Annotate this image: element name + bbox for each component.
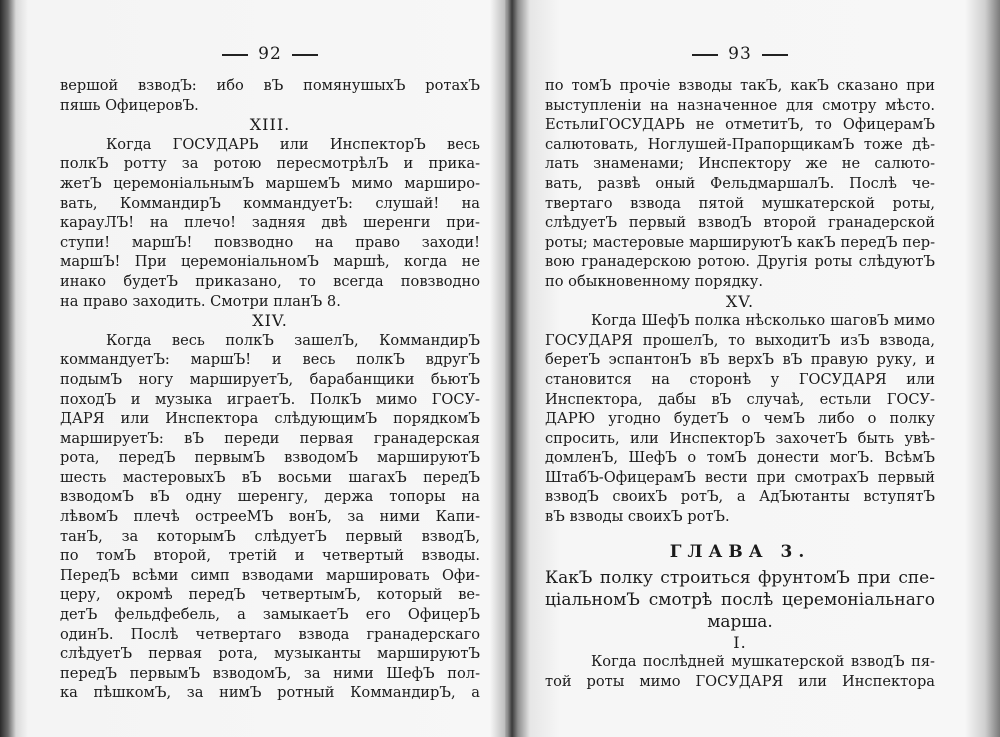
dash-decoration: [222, 54, 248, 56]
section-heading: XIV.: [252, 311, 288, 331]
text-line: беретЪ эспантонЪ вЪ верхЪ вЪ правую руку, и: [545, 351, 935, 369]
left-page-number: 92: [60, 44, 480, 64]
section-heading: XV.: [725, 291, 755, 311]
text-line: пяшь ОфицеровЪ.: [60, 96, 199, 114]
text-line: Когда весь полкЪ зашелЪ, КоммандирЪ: [106, 331, 480, 349]
right-page-section-text: [545, 652, 935, 691]
text-line: Когда ШефЪ полка нѣсколько шаговЪ мимо: [591, 312, 935, 330]
text-line: взводомЪ вЪ одну шеренгу, держа топоры на: [60, 488, 480, 506]
text-line: церу, окромѣ передЪ четвертымЪ, который ве-: [60, 586, 480, 604]
chapter-heading: ГЛАВА 3.: [669, 541, 811, 562]
text-line: инако будетЪ приказано, то всегда повзводно: [60, 272, 480, 290]
text-line: слѣдуетЪ первый взводЪ второй гранадерской: [545, 214, 935, 232]
text-line: жетЪ церемоніальнымЪ маршемЪ мимо марширо-: [60, 174, 480, 192]
text-line: вершой взводЪ: ибо вЪ помянушыхЪ ротахЪ: [60, 77, 480, 94]
right-page-paragraphs: [545, 76, 935, 527]
chapter-title-line: КакЪ полку строиться фрунтомЪ при спе-: [545, 567, 935, 588]
chapter-title: [545, 567, 935, 633]
text-line: ГОСУДАРЯ прошелЪ, то выходитЪ изЪ взвода,: [545, 331, 935, 349]
text-line: твертаго взвода пятой мушкатерской роты,: [545, 194, 935, 212]
text-line: домленЪ, ШефЪ о томЪ донести могЪ. ВсѣмЪ: [545, 449, 935, 467]
text-line: подымЪ ногу маршируетЪ, барабанщики бьютЪ: [60, 370, 480, 388]
text-line: вать, развѣ оный ФельдмаршалЪ. Послѣ че-: [545, 174, 935, 192]
text-line: карауЛЪ! на плечо! задняя двѣ шеренги при-: [60, 214, 480, 232]
text-line: рота, передЪ первымЪ взводомЪ маршируютЪ: [60, 449, 480, 467]
text-line: роты; мастеровые маршируютЪ какЪ передЪ пер-: [545, 233, 935, 251]
text-line: по томЪ второй, третій и четвертый взводы.: [60, 547, 480, 565]
text-line: по томЪ прочіе взводы такЪ, какЪ сказано при: [545, 77, 935, 94]
text-line: ДАРЮ угодно будетЪ о чемЪ либо о полку: [545, 410, 935, 428]
section-number: I.: [733, 632, 747, 652]
text-line: Когда послѣдней мушкатерской взводЪ пя-: [591, 653, 935, 671]
text-line: взводЪ своихЪ ротЪ, а АдЪютанты вступятЪ: [545, 488, 935, 506]
text-line: лѣвомЪ плечѣ острееМЪ вонЪ, за ними Капи-: [60, 508, 480, 526]
text-line: детЪ фельдфебель, а замыкаетЪ его ОфицерЪ: [60, 606, 480, 624]
chapter-title-line: ціальномЪ смотрѣ послѣ церемоніальнаго: [545, 589, 935, 610]
text-line: коммандуетЪ: маршЪ! и весь полкЪ вдругЪ: [60, 351, 480, 369]
text-line: полкЪ ротту за ротою пересмотрѣлЪ и прика-: [60, 155, 480, 173]
text-line: вЪ взводы своихЪ ротЪ.: [545, 508, 730, 526]
text-line: маршируетЪ: вЪ переди первая гранадерская: [60, 429, 480, 447]
text-line: слѣдуетЪ первая рота, музыканты маршируютЪ: [60, 645, 480, 663]
text-line: передЪ первымЪ взводомЪ, за ними ШефЪ пол-: [60, 664, 480, 682]
text-line: спросить, или ИнспекторЪ захочетЪ быть увѣ-: [545, 429, 935, 447]
text-line: ШтабЪ-ОфицерамЪ вести при смотрахЪ первый: [545, 468, 935, 486]
text-line: шесть мастеровыхЪ вЪ восьми шагахЪ передЪ: [60, 468, 480, 486]
text-line: по обыкновенному порядку.: [545, 272, 764, 290]
text-line: Инспектора, дабы вЪ случаѣ, естьли ГОСУ-: [545, 390, 935, 408]
text-line: походЪ и музыка играетЪ. ПолкЪ мимо ГОСУ-: [60, 390, 480, 408]
text-line: вать, КоммандирЪ коммандуетЪ: слушай! на: [60, 194, 480, 212]
dash-decoration: [292, 54, 318, 56]
text-line: маршЪ! При церемоніальномЪ маршѣ, когда не: [60, 253, 480, 271]
text-line: выступленіи на назначенное для смотру мѣсто.: [545, 96, 935, 114]
chapter-title-line: марша.: [707, 611, 773, 632]
text-line: на право заходить. Смотри планЪ 8.: [60, 292, 341, 310]
left-page: [60, 0, 480, 737]
text-line: той роты мимо ГОСУДАРЯ или Инспектора: [545, 672, 935, 690]
text-line: становится на сторонѣ у ГОСУДАРЯ или: [545, 370, 935, 388]
text-line: Когда ГОСУДАРЬ или ИнспекторЪ весь: [106, 135, 480, 153]
text-line: танЪ, за которымЪ слѣдуетЪ первый взводЪ,: [60, 527, 480, 545]
left-page-text: [60, 76, 480, 703]
dash-decoration: [762, 54, 788, 56]
right-page: [545, 0, 935, 737]
text-line: ка пѣшкомЪ, за нимЪ ротный КоммандирЪ, а: [60, 684, 480, 702]
section-heading: XIII.: [249, 115, 291, 135]
right-page-number: 93: [545, 44, 935, 64]
text-line: ПередЪ всѣми симп взводами маршировать Офи-: [60, 566, 480, 584]
text-line: ДАРЯ или Инспектора слѣдующимЪ порядкомЪ: [60, 410, 480, 428]
dash-decoration: [692, 54, 718, 56]
text-line: ЕстьлиГОСУДАРЬ не отметитЪ, то ОфицерамЪ: [545, 116, 935, 134]
gutter-shadow: [505, 0, 507, 737]
text-line: ступи! маршЪ! повзводно на право заходи!: [60, 233, 480, 251]
text-line: салютовать, Ноглушей-ПрапорщикамЪ тоже дѣ-: [545, 135, 935, 153]
text-line: вою гранадерскою ротою. Другія роты слѣдуютЪ: [545, 253, 935, 271]
text-line: одинЪ. Послѣ четвертаго взвода гранадерскаго: [60, 625, 480, 643]
right-page-text: [545, 76, 935, 691]
text-line: лать знаменами; Инспектору же не салюто-: [545, 155, 935, 173]
